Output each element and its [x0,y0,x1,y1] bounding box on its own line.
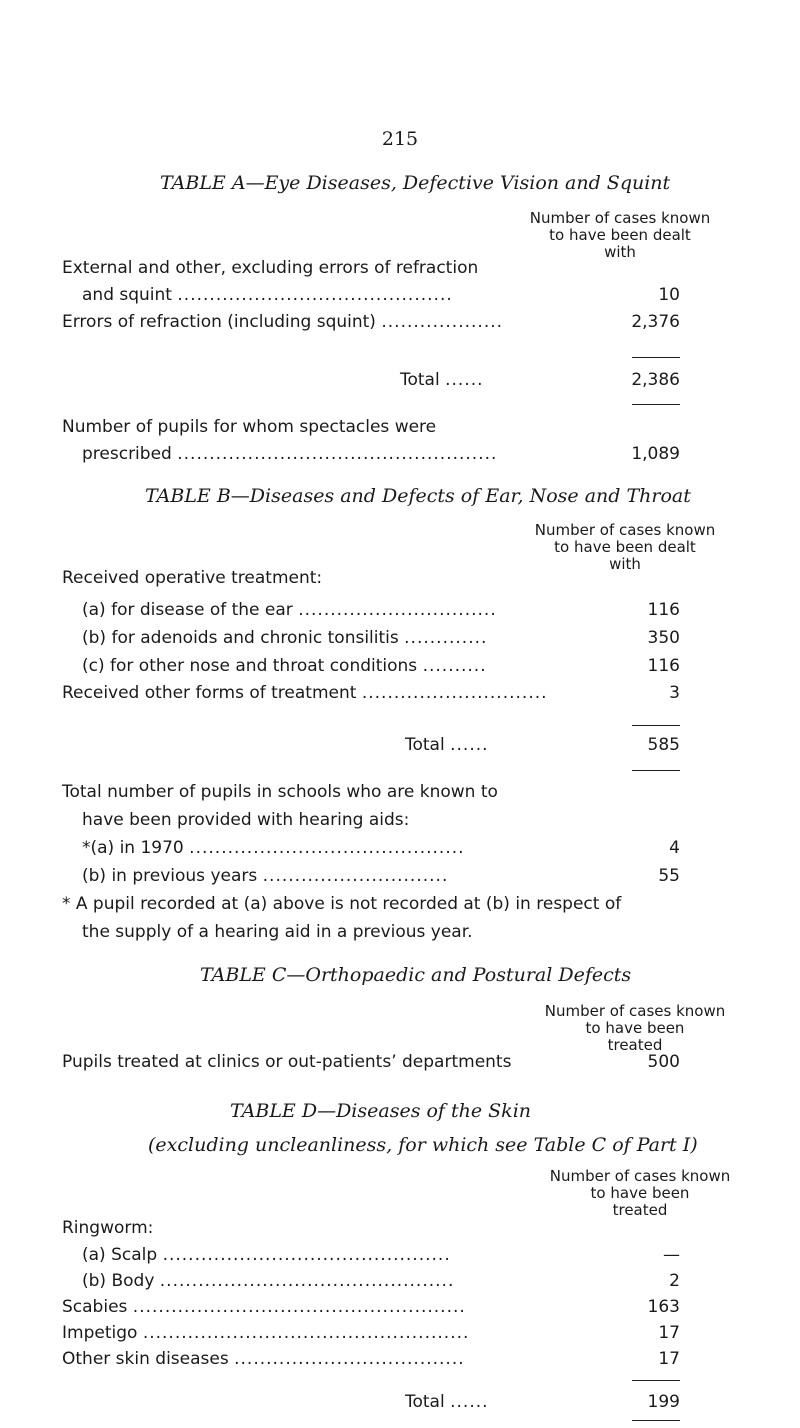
table-b-aids-label: Total number of pupils in schools who are known to [62,782,498,802]
table-a-row-1-label-cont: and squint ........................................... [82,285,453,305]
table-d-row-scalp-value: — [663,1245,680,1265]
table-a-spectacles-label: Number of pupils for whom spectacles were [62,417,437,437]
table-b-total-rule [632,725,680,726]
page-number: 215 [381,128,419,150]
table-d-row-body-label: (b) Body .............................................. [82,1271,455,1291]
table-b-footnote: * A pupil recorded at (a) above is not recorded at (b) in respect of [62,894,622,914]
table-b-aids-row-a-label: *(a) in 1970 ........................................... [82,838,465,858]
table-a-spectacles-value: 1,089 [631,444,680,464]
table-d-row-impetigo-label: Impetigo ................................................... [62,1323,470,1343]
table-c-row-label: Pupils treated at clinics or out-patients’ departments [62,1052,512,1072]
table-d-row-scalp-label: (a) Scalp ............................................. [82,1245,451,1265]
table-c-title: TABLE C—Orthopaedic and Postural Defects [200,964,632,986]
table-b-row-c-value: 116 [647,656,680,676]
table-a-title: TABLE A—Eye Diseases, Defective Vision and Squint [160,172,671,194]
table-b-aids-row-b-label: (b) in previous years ............................. [82,866,449,886]
table-d-total-label: Total ...... [405,1392,489,1412]
table-d-row-other-value: 17 [658,1349,680,1369]
table-a-total-underline [632,404,680,405]
table-b-total-value: 585 [647,735,680,755]
table-c-row-value: 500 [647,1052,680,1072]
table-a-row-2-label: Errors of refraction (including squint) ................... [62,312,504,332]
table-b-row-a-label: (a) for disease of the ear ............................... [82,600,497,620]
table-d-title: TABLE D—Diseases of the Skin [230,1100,532,1122]
table-b-row-other-value: 3 [669,683,680,703]
table-b-section-label: Received operative treatment: [62,568,323,588]
table-b-row-other-label: Received other forms of treatment ............................. [62,683,548,703]
table-b-total-label: Total ...... [405,735,489,755]
table-d-row-scabies-value: 163 [647,1297,680,1317]
table-b-row-c-label: (c) for other nose and throat conditions .......... [82,656,487,676]
table-d-total-value: 199 [647,1392,680,1412]
table-b-footnote-cont: the supply of a hearing aid in a previous year. [82,922,473,942]
table-a-spectacles-label-cont: prescribed .................................................. [82,444,498,464]
table-b-column-header: Number of cases known to have been dealt with [534,521,716,573]
table-d-total-rule [632,1380,680,1381]
table-b-title: TABLE B—Diseases and Defects of Ear, Nose and Throat [145,485,691,507]
table-d-row-scabies-label: Scabies .................................................... [62,1297,466,1317]
table-b-row-b-label: (b) for adenoids and chronic tonsilitis ............. [82,628,488,648]
table-a-total-rule [632,357,680,358]
table-d-subtitle: (excluding uncleanliness, for which see Table C of Part I) [148,1134,698,1156]
table-b-total-underline [632,770,680,771]
table-a-total-label: Total ...... [400,370,484,390]
table-a-total-value: 2,386 [631,370,680,390]
table-b-aids-row-b-value: 55 [658,866,680,886]
table-d-row-body-value: 2 [669,1271,680,1291]
table-a-column-header: Number of cases known to have been dealt with [529,209,711,261]
table-d-total-underline [632,1420,680,1421]
table-b-row-a-value: 116 [647,600,680,620]
table-a-row-2-value: 2,376 [631,312,680,332]
table-c-column-header: Number of cases known to have been treated [544,1002,726,1054]
table-b-aids-label-cont: have been provided with hearing aids: [82,810,410,830]
table-a-row-1-value: 10 [658,285,680,305]
table-d-column-header: Number of cases known to have been treated [549,1167,731,1219]
table-a-row-1-label: External and other, excluding errors of refraction [62,258,479,278]
table-d-row-impetigo-value: 17 [658,1323,680,1343]
table-d-section-label: Ringworm: [62,1218,154,1238]
table-b-aids-row-a-value: 4 [669,838,680,858]
table-d-row-other-label: Other skin diseases .................................... [62,1349,465,1369]
table-b-row-b-value: 350 [647,628,680,648]
